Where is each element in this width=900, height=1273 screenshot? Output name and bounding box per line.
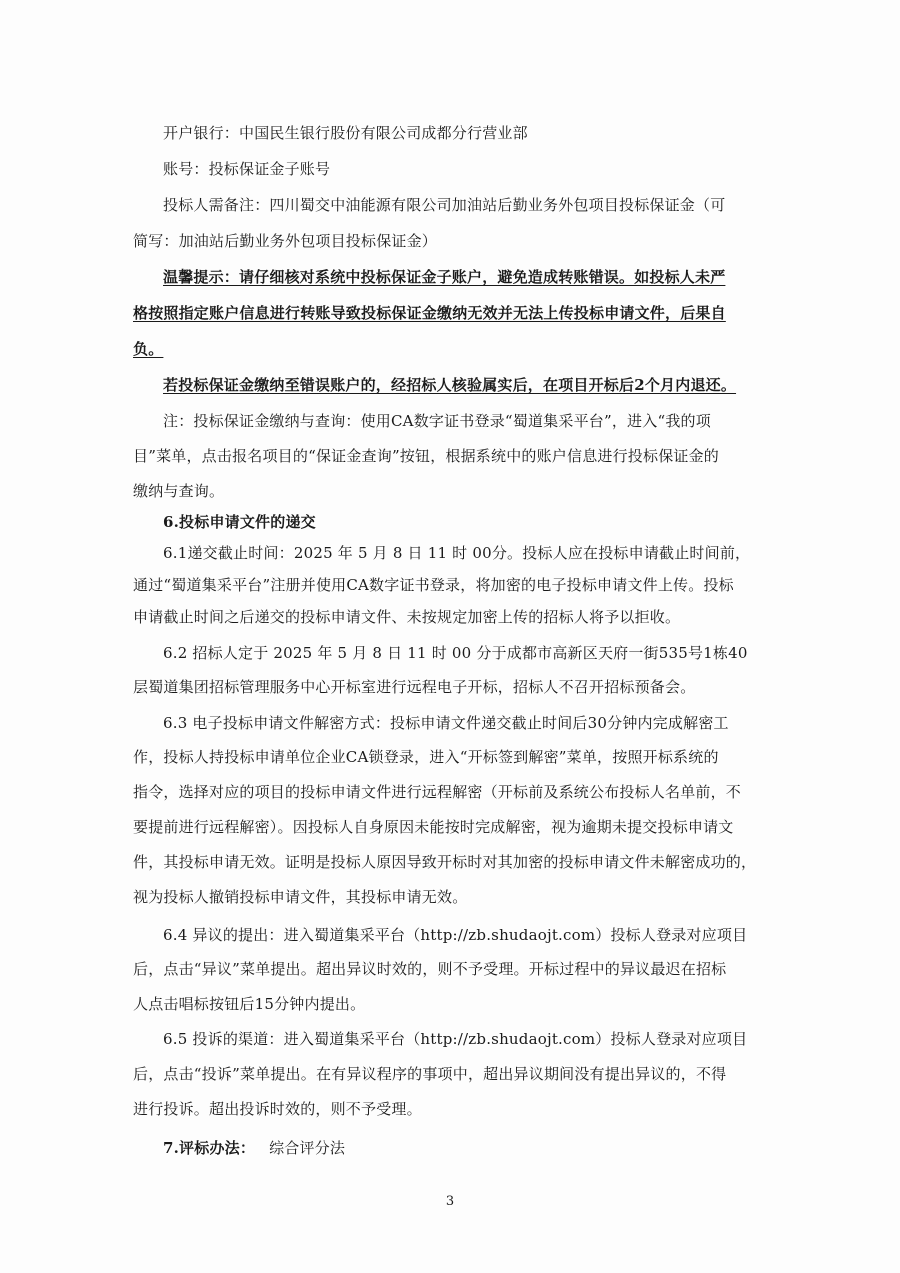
- s6-1-line-1: 6.1递交截止时间：2025 年 5 月 8 日 11 时 00分。投标人应在投标申请截止时间前，: [163, 544, 751, 562]
- s6-1-line-3: 申请截止时间之后递交的投标申请文件、未按规定加密上传的招标人将予以拒收。: [133, 608, 681, 626]
- page-number: 3: [445, 1194, 455, 1209]
- s6-3-line-2: 作，投标人持投标申请单位企业CA锁登录，进入“开标签到解密”菜单，按照开标系统的: [133, 748, 719, 766]
- s6-3-line-5: 件，其投标申请无效。证明是投标人原因导致开标时对其加密的投标申请文件未解密成功的，: [133, 853, 757, 871]
- warning-line-2: 格按照指定账户信息进行转账导致投标保证金缴纳无效并无法上传投标申请文件，后果自: [133, 304, 726, 322]
- s6-1-line-2: 通过“蜀道集采平台”注册并使用CA数字证书登录，将加密的电子投标申请文件上传。投标: [133, 576, 734, 594]
- s6-4-line-2: 后，点击“异议”菜单提出。超出异议时效的，则不予受理。开标过程中的异议最迟在招标: [133, 960, 727, 978]
- bank-line: 开户银行：中国民生银行股份有限公司成都分行营业部: [163, 124, 528, 142]
- s6-3-line-1: 6.3 电子投标申请文件解密方式：投标申请文件递交截止时间后30分钟内完成解密工: [163, 714, 729, 732]
- s6-3-line-3: 指令，选择对应的项目的投标申请文件进行远程解密（开标前及系统公布投标人名单前，不: [133, 783, 742, 801]
- query-note-line-1: 注：投标保证金缴纳与查询：使用CA数字证书登录“蜀道集采平台”，进入“我的项: [163, 412, 711, 430]
- s6-3-line-4: 要提前进行远程解密）。因投标人自身原因未能按时完成解密，视为逾期未提交投标申请文: [133, 818, 734, 836]
- refund-line: 若投标保证金缴纳至错误账户的，经招标人核验属实后，在项目开标后2个月内退还。: [163, 376, 737, 394]
- warning-line-1: 温馨提示：请仔细核对系统中投标保证金子账户，避免造成转账错误。如投标人未严: [163, 268, 726, 286]
- section7-value: 综合评分法: [269, 1139, 346, 1157]
- s6-2-line-1: 6.2 招标人定于 2025 年 5 月 8 日 11 时 00 分于成都市高新区天府一街535号1栋40: [163, 644, 748, 662]
- section6-heading: 6.投标申请文件的递交: [163, 513, 316, 531]
- s6-2-line-2: 层蜀道集团招标管理服务中心开标室进行远程电子开标，招标人不召开招标预备会。: [133, 678, 696, 696]
- s6-5-line-2: 后，点击“投诉”菜单提出。在有异议程序的事项中，超出异议期间没有提出异议的，不得: [133, 1065, 727, 1083]
- remark-line-2: 简写：加油站后勤业务外包项目投标保证金）: [133, 232, 438, 250]
- s6-4-line-1: 6.4 异议的提出：进入蜀道集采平台（http://zb.shudaojt.com）投标人登录对应项目: [163, 926, 748, 944]
- remark-line-1: 投标人需备注：四川蜀交中油能源有限公司加油站后勤业务外包项目投标保证金（可: [163, 196, 726, 214]
- account-line: 账号：投标保证金子账号: [163, 160, 331, 178]
- warning-line-3: 负。: [133, 340, 164, 358]
- s6-4-line-3: 人点击唱标按钮后15分钟内提出。: [133, 995, 366, 1013]
- s6-5-line-3: 进行投诉。超出投诉时效的，则不予受理。: [133, 1100, 422, 1118]
- query-note-line-3: 缴纳与查询。: [133, 482, 225, 500]
- section7-line: [163, 1138, 345, 1158]
- query-note-line-2: 目”菜单，点击报名项目的“保证金查询”按钮，根据系统中的账户信息进行投标保证金的: [133, 447, 720, 465]
- section7-label: 7.评标办法：: [163, 1139, 256, 1157]
- s6-5-line-1: 6.5 投诉的渠道：进入蜀道集采平台（http://zb.shudaojt.com）投标人登录对应项目: [163, 1030, 748, 1048]
- s6-3-line-6: 视为投标人撤销投标申请文件，其投标申请无效。: [133, 888, 468, 906]
